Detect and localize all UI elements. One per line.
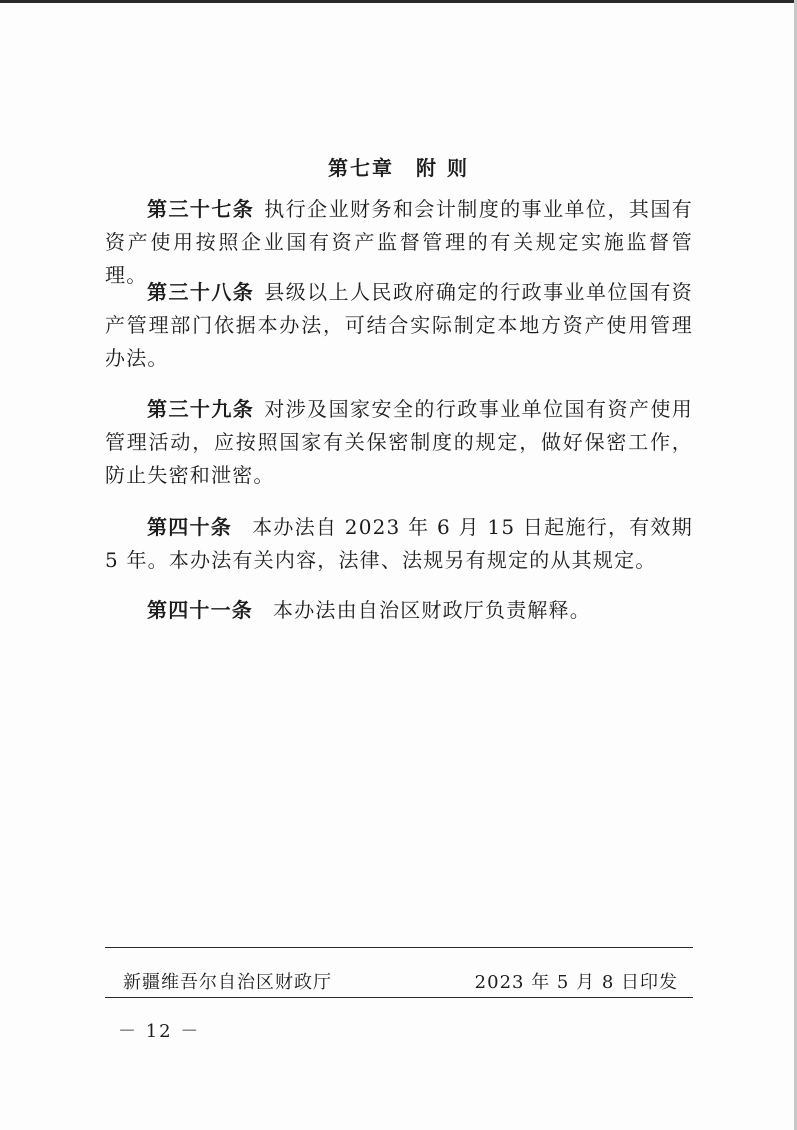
article-text: 执行企业财务和会计制度的事业单位，其国有资产使用按照企业国有资产监督管理的有关规定实施监督管理。 bbox=[105, 197, 693, 287]
chapter-heading bbox=[0, 152, 797, 181]
article-label: 第三十七条 bbox=[147, 197, 255, 221]
scan-top-edge bbox=[0, 0, 797, 3]
article-label: 第三十八条 bbox=[147, 280, 255, 304]
footer-issuer: 新疆维吾尔自治区财政厅 bbox=[123, 972, 332, 993]
footer-top-rule bbox=[105, 947, 693, 948]
article-text: 对涉及国家安全的行政事业单位国有资产使用管理活动，应按照国家有关保密制度的规定，做好保密工作，防止失密和泄密。 bbox=[105, 397, 693, 487]
footer-date: 2023 年 5 月 8 日印发 bbox=[474, 972, 678, 993]
chapter-number: 第七章 bbox=[328, 156, 395, 180]
article-label: 第三十九条 bbox=[147, 397, 255, 421]
article-41 bbox=[105, 594, 693, 627]
footer-issuance bbox=[123, 968, 678, 994]
article-label: 第四十一条 bbox=[147, 598, 253, 622]
page-number: － 12 － bbox=[118, 1021, 201, 1042]
article-text: 本办法由自治区财政厅负责解释。 bbox=[273, 598, 591, 622]
article-40 bbox=[105, 511, 693, 577]
article-label: 第四十条 bbox=[147, 515, 233, 539]
article-38 bbox=[105, 276, 693, 375]
article-text: 本办法自 2023 年 6 月 15 日起施行，有效期 5 年。本办法有关内容，法律、法规另有规定的从其规定。 bbox=[105, 515, 693, 572]
chapter-title: 附 则 bbox=[416, 156, 469, 180]
footer-bottom-rule bbox=[105, 997, 693, 998]
article-text: 县级以上人民政府确定的行政事业单位国有资产管理部门依据本办法，可结合实际制定本地方资产使用管理办法。 bbox=[105, 280, 693, 370]
article-39 bbox=[105, 393, 693, 492]
